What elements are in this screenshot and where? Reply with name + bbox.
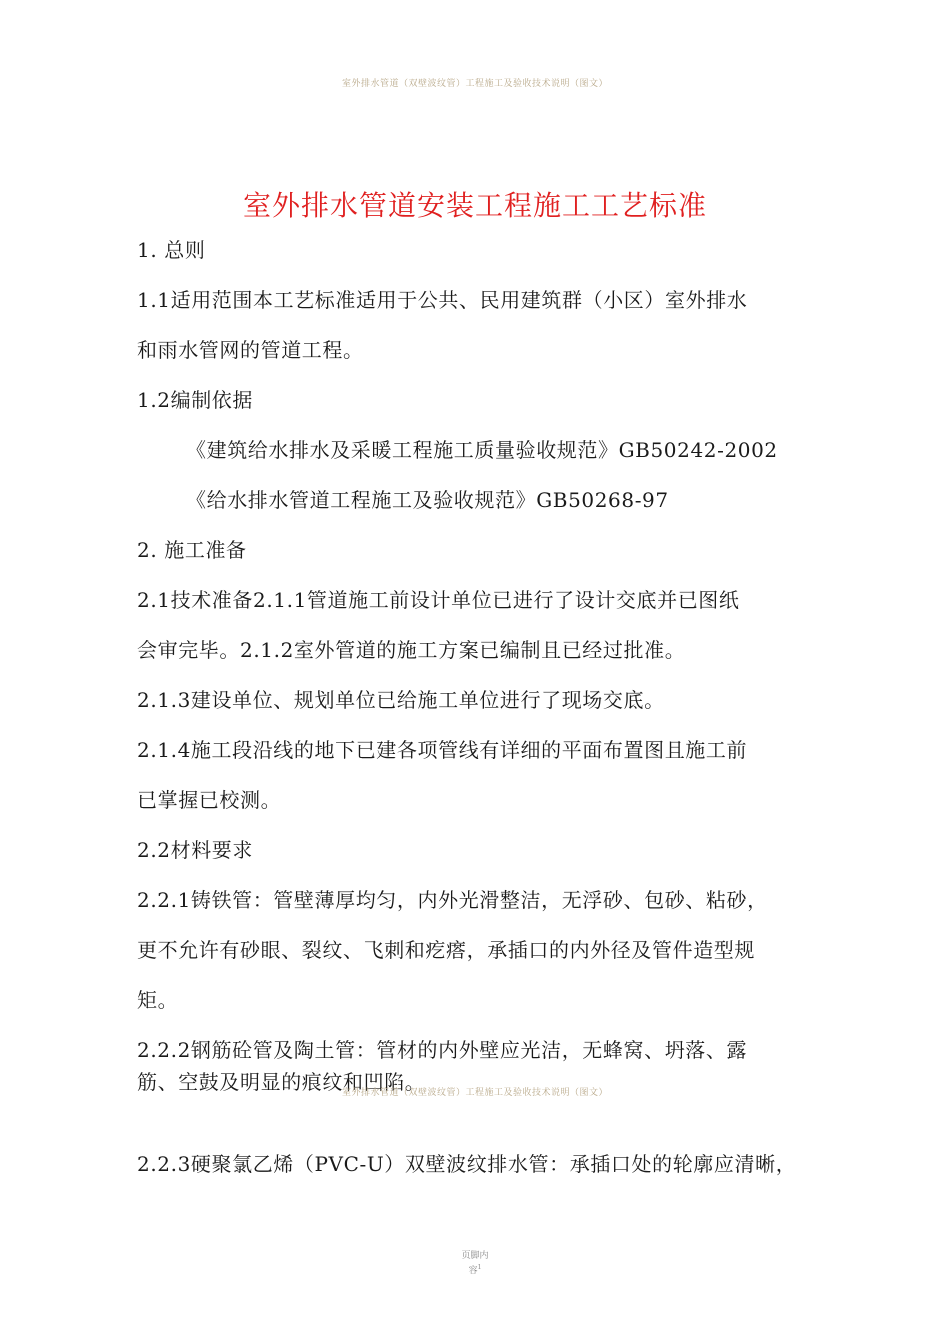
paragraph-line: 已掌握已校测。 xyxy=(137,788,282,812)
paragraph-line: 2.2.3硬聚氯乙烯（PVC-U）双壁波纹排水管：承插口处的轮廓应清晰， xyxy=(137,1152,797,1176)
footer-text-tail: 容 xyxy=(468,1266,478,1276)
paragraph-line: 1.1适用范围本工艺标准适用于公共、民用建筑群（小区）室外排水 xyxy=(137,288,748,312)
paragraph-line: 2.1.3建设单位、规划单位已给施工单位进行了现场交底。 xyxy=(137,688,665,712)
reference-item: 《给水排水管道工程施工及验收规范》GB50268-97 xyxy=(186,488,669,512)
paragraph-line: 矩。 xyxy=(137,988,179,1012)
paragraph-line: 2.2.1铸铁管：管壁薄厚均匀，内外光滑整洁，无浮砂、包砂、粘砂， xyxy=(137,888,768,912)
paragraph-line: 和雨水管网的管道工程。 xyxy=(137,338,364,362)
paragraph-line: 更不允许有砂眼、裂纹、飞刺和疙瘩，承插口的内外径及管件造型规 xyxy=(137,938,755,962)
subsection-heading: 2.2材料要求 xyxy=(137,838,254,862)
section-heading-preparation: 2. 施工准备 xyxy=(137,538,247,562)
document-title: 室外排水管道安装工程施工工艺标准 xyxy=(242,189,707,222)
page-header-note: 室外排水管道（双壁波纹管）工程施工及验收技术说明（图文） xyxy=(341,1088,608,1098)
paragraph-line: 2.2.2钢筋砼管及陶土管：管材的内外壁应光洁，无蜂窝、坍落、露 xyxy=(137,1038,748,1062)
paragraph-line: 筋、空鼓及明显的痕纹和凹陷。 xyxy=(137,1070,426,1094)
paragraph-line: 2.1技术准备2.1.1管道施工前设计单位已进行了设计交底并已图纸 xyxy=(137,588,740,612)
page-footer xyxy=(0,1250,950,1277)
reference-item: 《建筑给水排水及采暖工程施工质量验收规范》GB50242-2002 xyxy=(186,438,778,462)
page-number: 1 xyxy=(477,1264,482,1271)
page-header-note: 室外排水管道（双壁波纹管）工程施工及验收技术说明（图文） xyxy=(341,79,608,89)
section-heading-general: 1. 总则 xyxy=(137,238,206,262)
footer-text: 页脚内 xyxy=(461,1251,489,1261)
paragraph-line: 会审完毕。2.1.2室外管道的施工方案已编制且已经过批准。 xyxy=(137,638,686,662)
paragraph-line: 2.1.4施工段沿线的地下已建各项管线有详细的平面布置图且施工前 xyxy=(137,738,748,762)
footer-text-2 xyxy=(0,1262,950,1277)
subsection-heading: 1.2编制依据 xyxy=(137,388,254,412)
